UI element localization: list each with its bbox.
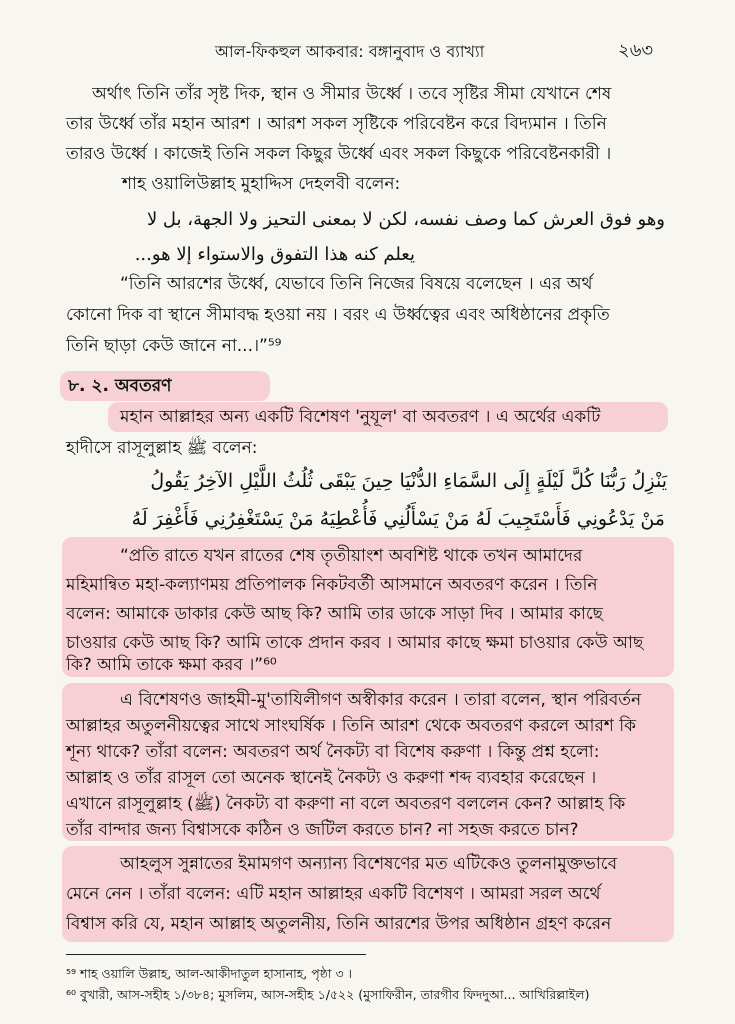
section-heading: ৮. ২. অবতরণ [68, 376, 172, 396]
para3-line-2: হাদীসে রাসূলুল্লাহ ﷺ বলেন: [66, 438, 258, 458]
footnote-59: ⁵⁹ শাহ ওয়ালি উল্লাহ, আল-আকীদাতুল হাসানাহ, পৃষ্ঠা ৩ । [66, 966, 353, 981]
arabic-quote-1-line-2: يعلم كنه هذا التفوق والاستواء إلا هو... [134, 244, 415, 265]
para2-line-2: কোনো দিক বা স্থানে সীমাবদ্ধ হওয়া নয় । বরং এ উর্ধ্বত্বের এবং অধিষ্ঠানের প্রকৃতি [66, 305, 610, 325]
para5-line-4: আল্লাহ ও তাঁর রাসূল তো অনেক স্থানেই নৈকট্য ও করুণা শব্দ ব্যবহার করেছেন । [66, 768, 597, 788]
running-header: আল-ফিকহুল আকবার: বঙ্গানুবাদ ও ব্যাখ্যা [215, 42, 485, 61]
footnote-60: ⁶⁰ বুখারী, আস-সহীহ ১/৩৮৪; মুসলিম, আস-সহীহ ১/৫২২ (মুসাফিরীন, তারগীব ফিদদুআ... আখিরিল্লাইল) [66, 987, 590, 1002]
para4-line-5: কি? আমি তাকে ক্ষমা করব ।”⁶⁰ [66, 655, 277, 675]
para6-line-2: মেনে নেন । তাঁরা বলেন: এটি মহান আল্লাহর একটি বিশেষণ । আমরা সরল অর্থে [66, 884, 601, 904]
para1-line-2: তার উর্ধ্বে তাঁর মহান আরশ । আরশ সকল সৃষ্টিকে পরিবেষ্টন করে বিদ্যমান । তিনি [66, 114, 607, 134]
page-number: ২৬৩ [618, 40, 654, 61]
para4-line-2: মহিমান্বিত মহা-কল্যাণময় প্রতিপালক নিকটবর্তী আসমানে অবতরণ করেন । তিনি [66, 575, 598, 595]
para4-line-4: চাওয়ার কেউ আছ কি? আমি তাকে প্রদান করব । আমার কাছে ক্ষমা চাওয়ার কেউ আছ [66, 633, 644, 653]
para5-line-6: তাঁর বান্দার জন্য বিশ্বাসকে কঠিন ও জটিল করতে চান? না সহজ করতে চান? [66, 820, 579, 840]
para1-line-1: অর্থাৎ তিনি তাঁর সৃষ্ট দিক, স্থান ও সীমার উর্ধ্বে । তবে সৃষ্টির সীমা যেখানে শেষ [92, 84, 612, 104]
para5-line-1: এ বিশেষণও জাহমী-মু'তাযিলীগণ অস্বীকার করেন । তারা বলেন, স্থান পরিবর্তন [120, 690, 642, 710]
para2-line-3: তিনি ছাড়া কেউ জানে না...।”⁵⁹ [66, 336, 282, 356]
para1-line-4: শাহ ওয়ালিউল্লাহ মুহাদ্দিস দেহলবী বলেন: [122, 174, 401, 194]
para4-line-3: বলেন: আমাকে ডাকার কেউ আছ কি? আমি তার ডাকে সাড়া দিব । আমার কাছে [66, 604, 603, 624]
para5-line-2: আল্লাহর অতুলনীয়ত্বের সাথে সাংঘর্ষিক । তিনি আরশ থেকে অবতরণ করলে আরশ কি [66, 716, 637, 736]
para6-line-1: আহলুস সুন্নাতের ইমামগণ অন্যান্য বিশেষণের মত এটিকেও তুলনামুক্তভাবে [120, 854, 618, 874]
para2-line-1: “তিনি আরশের উর্ধ্বে, যেভাবে তিনি নিজের বিষয়ে বলেছেন । এর অর্থ [120, 274, 593, 294]
para4-line-1: “প্রতি রাতে যখন রাতের শেষ তৃতীয়াংশ অবশিষ্ট থাকে তখন আমাদের [120, 546, 583, 566]
para5-line-3: শূন্য থাকে? তাঁরা বলেন: অবতরণ অর্থ নৈকট্য বা বিশেষ করুণা । কিন্তু প্রশ্ন হলো: [66, 742, 600, 762]
arabic-hadith-line-1: يَنْزِلُ رَبُّنَا كُلَّ لَيْلَةٍ إِلَى السَّمَاءِ الدُّنْيَا حِينَ يَبْقَى ثُلُثُ اللَّيْلِ الآخِرُ يَقُولُ [150, 470, 667, 492]
footnote-rule [66, 954, 366, 955]
para1-line-3: তারও উর্ধ্বে । কাজেই তিনি সকল কিছুর উর্ধ্বে এবং সকল কিছুকে পরিবেষ্টনকারী । [66, 144, 612, 164]
para5-line-5: এখানে রাসূলুল্লাহ (ﷺ) নৈকট্য বা করুণা না বলে অবতরণ বললেন কেন? আল্লাহ কি [66, 794, 626, 814]
para6-line-3: বিশ্বাস করি যে, মহান আল্লাহ অতুলনীয়, তিনি আরশের উপর অধিষ্ঠান গ্রহণ করেন [66, 914, 612, 934]
para3-line-1: মহান আল্লাহর অন্য একটি বিশেষণ 'নুযূল' বা অবতরণ । এ অর্থের একটি [120, 407, 601, 427]
arabic-hadith-line-2: مَنْ يَدْعُونِي فَأَسْتَجِيبَ لَهُ مَنْ يَسْأَلُنِي فَأُعْطِيَهُ مَنْ يَسْتَغْفِرُنِي فَأَغْفِرَ لَهُ [131, 508, 665, 530]
arabic-quote-1-line-1: وهو فوق العرش كما وصف نفسه، لكن لا بمعنى التحيز ولا الجهة، بل لا [146, 209, 665, 230]
